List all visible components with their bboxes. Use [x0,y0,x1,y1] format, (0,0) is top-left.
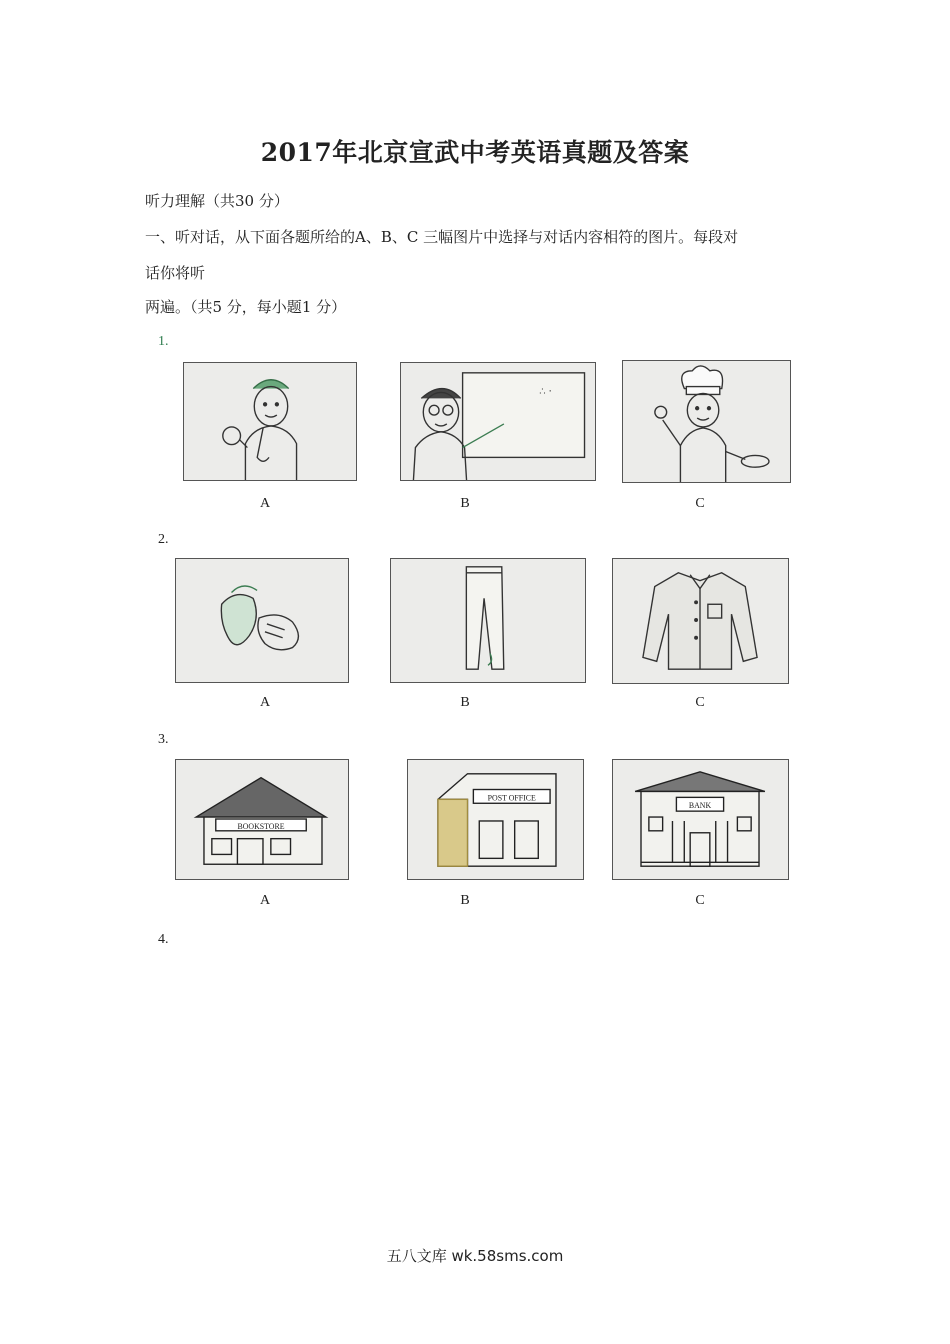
question-3-option-a-label: A [259,893,271,908]
page-title: 2017年北京宣武中考英语真题及答案 [260,138,690,167]
question-1-option-b-label: B [460,496,470,511]
section-heading: 听力理解（共30 分） [145,192,289,210]
shoes-icon [176,559,348,682]
question-2-option-a-image [175,558,349,683]
question-1-option-b-image [400,362,596,481]
question-2-option-b-label: B [460,695,470,710]
question-2-option-a-label: A [259,695,271,710]
post-office-icon [408,760,583,879]
question-1-option-c-image [622,360,791,483]
question-1-option-a-image [183,362,357,481]
footer-watermark: 五八文库 wk.58sms.com [386,1247,564,1265]
question-1-option-a-label: A [259,496,271,511]
teacher-icon [401,363,595,480]
bookstore-sign: BOOKSTORE [237,821,285,831]
chef-icon [623,361,790,482]
post-office-sign: POST OFFICE [487,793,536,803]
bank-icon [613,760,788,879]
question-1-option-c-label: C [695,496,705,511]
bank-sign: BANK [688,801,712,811]
question-4-number: 4. [158,932,169,947]
doctor-icon [184,363,356,480]
instruction-line-2: 话你将听 [145,264,206,282]
question-1-number: 1. [158,334,169,349]
bookstore-icon [176,760,348,879]
trousers-icon [391,559,585,682]
question-3-option-c-label: C [695,893,705,908]
svg-text:∴ ·: ∴ · [539,386,552,398]
instruction-line-1: 一、听对话，从下面各题所给的A、B、C 三幅图片中选择与对话内容相符的图片。每段对 [145,228,739,246]
shirt-icon [613,559,788,683]
question-3-option-b-image [407,759,584,880]
question-3-number: 3. [158,732,169,747]
question-2-option-c-image [612,558,789,684]
question-2-number: 2. [158,532,169,547]
question-3-option-c-image [612,759,789,880]
question-3-option-b-label: B [460,893,470,908]
question-2-option-b-image [390,558,586,683]
question-3-option-a-image [175,759,349,880]
instruction-line-3: 两遍。（共5 分，每小题1 分） [145,298,347,316]
question-2-option-c-label: C [695,695,705,710]
